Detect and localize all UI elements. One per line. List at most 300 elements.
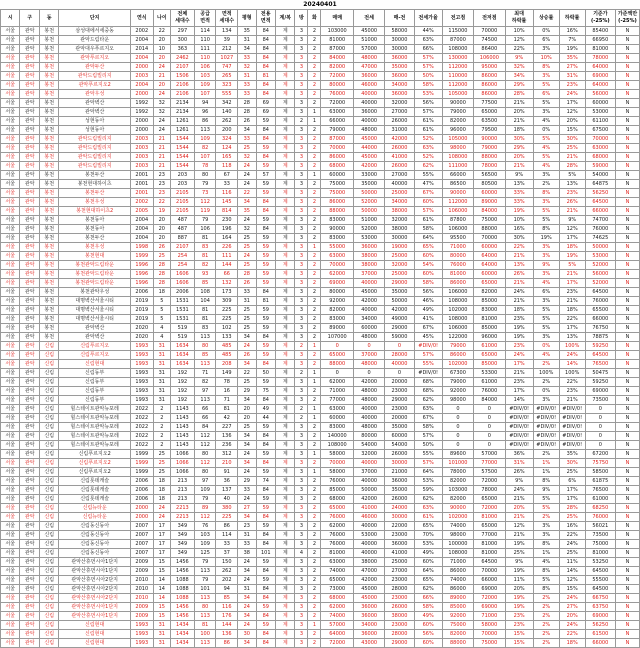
table-cell[interactable]: 34 [238,432,256,441]
table-cell[interactable]: 21 [153,153,170,162]
table-cell[interactable]: 관악 [20,396,39,405]
table-cell[interactable]: 8% [533,225,559,234]
table-cell[interactable]: 75000 [442,621,473,630]
table-cell[interactable]: 0 [442,441,473,450]
table-cell[interactable]: 42000 [385,306,414,315]
table-cell[interactable]: 192 [170,387,194,396]
table-cell[interactable]: 1% [533,468,559,477]
table-cell[interactable]: 80 [194,468,216,477]
complex-name-cell[interactable]: 신림동부 [59,378,130,387]
table-cell[interactable]: 60% [414,252,442,261]
complex-name-cell[interactable]: 신림현대 [59,630,130,639]
table-cell[interactable]: 신림 [39,585,58,594]
table-cell[interactable]: 서울 [1,630,20,639]
complex-name-cell[interactable]: 관악벽산 [59,108,130,117]
table-cell[interactable]: 23 [153,189,170,198]
table-cell[interactable]: 27000 [385,171,414,180]
complex-name-cell[interactable]: 관악드림빌리지 [59,153,130,162]
table-cell[interactable]: 24 [238,216,256,225]
table-cell[interactable]: 관악 [20,216,39,225]
table-cell[interactable]: #DIV/0! [559,432,585,441]
table-cell[interactable]: 60000 [353,324,384,333]
table-cell[interactable]: 79 [194,216,216,225]
table-cell[interactable]: 서울 [1,261,20,270]
table-cell[interactable]: 164 [216,234,238,243]
table-cell[interactable]: 62000 [321,270,353,279]
table-cell[interactable]: 73500 [585,396,615,405]
table-cell[interactable]: 11% [505,576,533,585]
table-cell[interactable]: 100 [194,630,216,639]
column-header[interactable]: 방 [295,10,308,27]
table-cell[interactable]: 2105 [170,189,194,198]
table-cell[interactable]: 33 [216,540,238,549]
table-cell[interactable]: 관악 [20,171,39,180]
table-cell[interactable]: 2107 [170,63,194,72]
table-cell[interactable]: 61875 [585,477,615,486]
table-cell[interactable]: 80000 [321,288,353,297]
table-cell[interactable]: N [615,540,639,549]
table-cell[interactable]: 계 [276,639,295,648]
table-cell[interactable]: 32 [238,153,256,162]
table-cell[interactable]: 36000 [385,72,414,81]
table-cell[interactable]: 5% [533,315,559,324]
table-cell[interactable]: 2009 [130,612,153,621]
table-cell[interactable]: 84 [256,486,275,495]
table-cell[interactable]: 86000 [321,198,353,207]
table-cell[interactable]: N [615,189,639,198]
table-cell[interactable]: 140000 [321,432,353,441]
table-cell[interactable]: 0 [585,423,615,432]
table-cell[interactable]: 74000 [442,576,473,585]
table-cell[interactable]: 27000 [385,567,414,576]
table-cell[interactable]: 20% [505,504,533,513]
table-cell[interactable]: 59 [256,243,275,252]
table-cell[interactable]: 76000 [321,90,353,99]
table-cell[interactable]: 2010 [130,594,153,603]
table-cell[interactable]: 0 [353,342,384,351]
table-cell[interactable]: 1 [308,405,321,414]
table-cell[interactable]: 25% [559,513,585,522]
table-cell[interactable]: 계 [276,306,295,315]
table-cell[interactable]: 66750 [585,594,615,603]
table-cell[interactable]: 신림 [39,351,58,360]
table-cell[interactable]: N [615,72,639,81]
table-cell[interactable]: 80 [194,342,216,351]
table-cell[interactable]: 25 [153,450,170,459]
table-cell[interactable]: 36 [216,477,238,486]
table-cell[interactable]: 2% [533,360,559,369]
table-cell[interactable]: 36000 [353,603,384,612]
table-cell[interactable]: 23000 [385,531,414,540]
table-cell[interactable]: 3 [295,306,308,315]
table-cell[interactable]: 1066 [170,450,194,459]
table-cell[interactable]: 2 [308,486,321,495]
table-cell[interactable]: 2 [308,396,321,405]
table-cell[interactable]: 56% [414,288,442,297]
table-cell[interactable]: 22% [505,45,533,54]
table-cell[interactable]: 25000 [385,558,414,567]
table-cell[interactable]: 21% [505,252,533,261]
table-cell[interactable]: 22% [559,630,585,639]
table-cell[interactable]: 58% [414,279,442,288]
table-cell[interactable]: 19% [505,324,533,333]
table-cell[interactable]: 25000 [385,270,414,279]
table-cell[interactable]: 32000 [385,261,414,270]
table-cell[interactable]: 0 [353,369,384,378]
table-cell[interactable]: 서울 [1,513,20,522]
column-header[interactable]: 전용 면적 [256,10,275,27]
table-cell[interactable]: 관악 [20,225,39,234]
table-cell[interactable]: 57000 [353,45,384,54]
table-cell[interactable]: 2 [308,63,321,72]
table-cell[interactable]: 48000 [353,54,384,63]
table-cell[interactable]: 신림 [39,441,58,450]
table-cell[interactable]: N [615,180,639,189]
table-cell[interactable]: 82000 [321,306,353,315]
table-cell[interactable]: 2 [295,405,308,414]
table-cell[interactable]: 봉천 [39,315,58,324]
table-cell[interactable]: 78000 [442,468,473,477]
column-header[interactable]: 화 [308,10,321,27]
table-cell[interactable]: 2009 [130,558,153,567]
table-cell[interactable]: 51000 [353,216,384,225]
table-cell[interactable]: N [615,126,639,135]
table-cell[interactable]: 3 [295,459,308,468]
complex-name-cell[interactable]: 봉천현대하이츠2 [59,207,130,216]
table-cell[interactable]: 21% [505,531,533,540]
table-cell[interactable]: 계 [276,243,295,252]
table-cell[interactable]: 103 [194,72,216,81]
table-cell[interactable]: 35000 [385,63,414,72]
table-cell[interactable]: 서울 [1,333,20,342]
table-cell[interactable]: 59 [256,189,275,198]
table-cell[interactable]: 2009 [130,567,153,576]
table-cell[interactable]: 21000 [385,468,414,477]
table-cell[interactable]: 40000 [353,279,384,288]
table-cell[interactable]: 21% [505,162,533,171]
table-cell[interactable]: 50000 [385,297,414,306]
table-cell[interactable]: 27000 [385,108,414,117]
table-cell[interactable]: 봉천 [39,81,58,90]
table-cell[interactable]: 21% [559,270,585,279]
table-cell[interactable]: 61000 [585,495,615,504]
table-cell[interactable]: 관악 [20,198,39,207]
table-cell[interactable]: 서울 [1,90,20,99]
table-cell[interactable]: 2 [308,639,321,648]
table-cell[interactable]: 363 [170,45,194,54]
table-cell[interactable]: 1998 [130,243,153,252]
table-cell[interactable]: 계 [276,234,295,243]
table-cell[interactable]: 계 [276,135,295,144]
table-cell[interactable]: 8% [533,540,559,549]
table-cell[interactable]: 84 [256,54,275,63]
table-cell[interactable]: 86000 [474,81,505,90]
table-cell[interactable]: 계 [276,288,295,297]
table-cell[interactable]: 112000 [442,63,473,72]
table-cell[interactable]: 85000 [442,603,473,612]
table-cell[interactable]: 2 [308,612,321,621]
table-cell[interactable]: 380 [216,504,238,513]
table-cell[interactable]: 66950 [585,36,615,45]
table-cell[interactable]: 86000 [474,90,505,99]
table-cell[interactable]: 80000 [353,432,384,441]
table-cell[interactable]: 134 [216,27,238,36]
table-cell[interactable]: 33% [505,189,533,198]
table-cell[interactable]: 25 [238,144,256,153]
table-cell[interactable]: 1143 [170,423,194,432]
table-cell[interactable]: 서울 [1,306,20,315]
table-cell[interactable]: #DIV/0! [505,432,533,441]
table-cell[interactable]: 1999 [130,459,153,468]
table-cell[interactable]: 89000 [474,198,505,207]
column-header[interactable]: 하락률 [559,10,585,27]
table-cell[interactable]: 2 [308,549,321,558]
table-cell[interactable]: 36000 [353,243,384,252]
table-cell[interactable]: 59 [256,234,275,243]
table-cell[interactable]: 3 [295,540,308,549]
table-cell[interactable]: 173 [216,288,238,297]
table-cell[interactable]: 1143 [170,414,194,423]
table-cell[interactable]: 81 [194,306,216,315]
table-cell[interactable]: 20% [559,612,585,621]
table-cell[interactable]: 309 [216,297,238,306]
table-cell[interactable]: 28 [153,261,170,270]
table-cell[interactable]: 관악 [20,144,39,153]
table-cell[interactable]: 92000 [442,387,473,396]
table-cell[interactable]: 2006 [130,486,153,495]
table-cell[interactable]: 8% [533,585,559,594]
table-cell[interactable]: 0 [474,414,505,423]
table-cell[interactable]: 210 [216,459,238,468]
table-cell[interactable]: N [615,279,639,288]
table-cell[interactable]: N [615,288,639,297]
table-cell[interactable]: 1456 [170,603,194,612]
table-cell[interactable]: 2 [308,333,321,342]
column-header[interactable]: 평형 [238,10,256,27]
table-cell[interactable]: 62% [414,585,442,594]
table-cell[interactable]: 79000 [442,342,473,351]
column-header[interactable]: 동 [39,10,58,27]
table-cell[interactable]: 40000 [353,459,384,468]
table-cell[interactable]: 관악 [20,153,39,162]
table-cell[interactable]: 747 [216,63,238,72]
table-cell[interactable]: 84 [256,45,275,54]
table-cell[interactable]: 3 [295,180,308,189]
table-cell[interactable]: 77000 [474,531,505,540]
table-cell[interactable]: 30000 [385,459,414,468]
table-cell[interactable]: 68% [414,387,442,396]
table-cell[interactable]: 3 [295,243,308,252]
table-cell[interactable]: 50000 [353,486,384,495]
table-cell[interactable]: 84 [256,441,275,450]
table-cell[interactable]: 13% [505,261,533,270]
table-cell[interactable]: 4 [153,333,170,342]
table-cell[interactable]: 28000 [385,630,414,639]
table-cell[interactable]: 65000 [474,495,505,504]
table-cell[interactable]: 31 [153,387,170,396]
table-cell[interactable]: 50000 [353,207,384,216]
table-cell[interactable]: 신림 [39,513,58,522]
table-cell[interactable]: 계 [276,360,295,369]
table-cell[interactable]: 3% [533,198,559,207]
table-cell[interactable]: 서울 [1,540,20,549]
table-cell[interactable]: 36000 [385,54,414,63]
table-cell[interactable]: 102000 [442,306,473,315]
table-cell[interactable]: 6% [533,90,559,99]
table-cell[interactable]: 봉천 [39,279,58,288]
table-cell[interactable]: 17 [153,522,170,531]
table-cell[interactable]: 113 [194,639,216,648]
table-cell[interactable]: 33 [238,540,256,549]
table-cell[interactable]: 34 [238,198,256,207]
table-cell[interactable]: 5% [533,324,559,333]
table-cell[interactable]: 20000 [385,414,414,423]
table-cell[interactable]: 계 [276,198,295,207]
table-cell[interactable]: 13% [559,333,585,342]
table-cell[interactable]: N [615,198,639,207]
table-cell[interactable]: 23% [505,315,533,324]
table-cell[interactable]: 58% [414,423,442,432]
table-cell[interactable]: 2 [308,351,321,360]
table-cell[interactable]: 봉천 [39,126,58,135]
table-cell[interactable]: 145 [216,198,238,207]
table-cell[interactable]: 0 [474,432,505,441]
table-cell[interactable]: 계 [276,558,295,567]
table-cell[interactable]: 112000 [442,198,473,207]
table-cell[interactable]: 2002 [130,27,153,36]
table-cell[interactable]: 관악 [20,450,39,459]
table-cell[interactable]: 14% [505,396,533,405]
table-cell[interactable]: 서울 [1,585,20,594]
table-cell[interactable]: 봉천 [39,198,58,207]
table-cell[interactable]: 82000 [474,288,505,297]
table-cell[interactable]: 1531 [170,306,194,315]
table-cell[interactable]: 79 [194,495,216,504]
table-cell[interactable]: 봉천 [39,63,58,72]
table-cell[interactable]: 관악 [20,63,39,72]
table-cell[interactable]: 28 [238,108,256,117]
table-cell[interactable]: 71 [194,369,216,378]
table-cell[interactable]: 111 [216,252,238,261]
table-cell[interactable]: 50000 [585,243,615,252]
table-cell[interactable]: 18 [153,288,170,297]
table-cell[interactable]: 33 [238,81,256,90]
table-cell[interactable]: 45000 [353,153,384,162]
table-cell[interactable]: 19000 [385,243,414,252]
table-cell[interactable]: 32 [238,225,256,234]
table-cell[interactable]: 2 [308,279,321,288]
table-cell[interactable]: 112000 [442,81,473,90]
complex-name-cell[interactable]: 삼성대에서세중동 [59,27,130,36]
table-cell[interactable]: 62000 [321,522,353,531]
table-cell[interactable]: 2014 [130,45,153,54]
table-cell[interactable]: 137 [216,486,238,495]
table-cell[interactable]: 30000 [385,234,414,243]
table-cell[interactable]: 서울 [1,342,20,351]
table-cell[interactable]: 34000 [385,81,414,90]
table-cell[interactable]: 2000 [130,63,153,72]
table-cell[interactable]: 84 [256,63,275,72]
table-cell[interactable]: 서울 [1,153,20,162]
table-cell[interactable]: 서울 [1,135,20,144]
table-cell[interactable]: 서울 [1,450,20,459]
table-cell[interactable]: #DIV/0! [505,423,533,432]
table-cell[interactable]: #DIV/0! [533,432,559,441]
table-cell[interactable]: 2001 [130,171,153,180]
table-cell[interactable]: 관악 [20,639,39,648]
complex-name-cell[interactable]: 관악산휴먼시아1단지 [59,567,130,576]
table-cell[interactable]: #DIV/0! [533,405,559,414]
table-cell[interactable]: 106000 [442,225,473,234]
table-cell[interactable]: 57% [414,207,442,216]
table-cell[interactable]: 84 [256,126,275,135]
table-cell[interactable]: 2003 [130,144,153,153]
table-cell[interactable]: 65000 [474,351,505,360]
table-cell[interactable]: 31 [153,621,170,630]
table-cell[interactable]: 5% [533,153,559,162]
table-cell[interactable]: 32000 [385,99,414,108]
table-cell[interactable]: 105000 [442,135,473,144]
table-cell[interactable]: 24% [559,594,585,603]
table-cell[interactable]: 80 [194,450,216,459]
table-cell[interactable]: 81 [216,405,238,414]
table-cell[interactable]: 5% [533,135,559,144]
table-cell[interactable]: 124 [216,144,238,153]
table-cell[interactable]: 84 [256,225,275,234]
table-cell[interactable]: 봉천 [39,162,58,171]
table-cell[interactable]: 8% [533,189,559,198]
table-cell[interactable]: 25 [238,324,256,333]
table-cell[interactable]: 18 [153,495,170,504]
column-header[interactable]: 전세 [353,10,384,27]
table-cell[interactable]: 26 [238,351,256,360]
table-cell[interactable]: 9% [559,216,585,225]
table-cell[interactable]: 75750 [585,459,615,468]
table-cell[interactable]: N [615,234,639,243]
table-cell[interactable]: 서울 [1,189,20,198]
table-cell[interactable]: 487 [170,225,194,234]
table-cell[interactable]: 62% [414,396,442,405]
table-cell[interactable]: 25 [238,306,256,315]
table-cell[interactable]: 26 [238,279,256,288]
table-cell[interactable]: 3 [295,252,308,261]
table-cell[interactable]: 55% [414,171,442,180]
table-cell[interactable]: 6% [533,288,559,297]
table-cell[interactable]: 1 [308,108,321,117]
table-cell[interactable]: 신림 [39,414,58,423]
table-cell[interactable]: 312 [216,450,238,459]
table-cell[interactable]: 2 [308,630,321,639]
table-cell[interactable]: 55000 [321,243,353,252]
table-cell[interactable]: 2006 [130,495,153,504]
table-cell[interactable]: 77000 [321,396,353,405]
table-cell[interactable]: 15% [559,126,585,135]
column-header[interactable]: 전고점 [442,10,473,27]
table-cell[interactable]: 3 [295,288,308,297]
table-cell[interactable]: 신림 [39,504,58,513]
table-cell[interactable]: 2022 [130,441,153,450]
table-cell[interactable]: 2009 [130,603,153,612]
table-cell[interactable]: 86 [216,639,238,648]
table-cell[interactable]: 45000 [353,288,384,297]
table-cell[interactable]: 74000 [321,567,353,576]
table-cell[interactable]: 74 [256,477,275,486]
table-cell[interactable]: 계 [276,153,295,162]
table-cell[interactable]: 41000 [385,153,414,162]
table-cell[interactable]: 59 [256,180,275,189]
table-cell[interactable]: 15 [153,612,170,621]
table-cell[interactable]: 60000 [474,189,505,198]
